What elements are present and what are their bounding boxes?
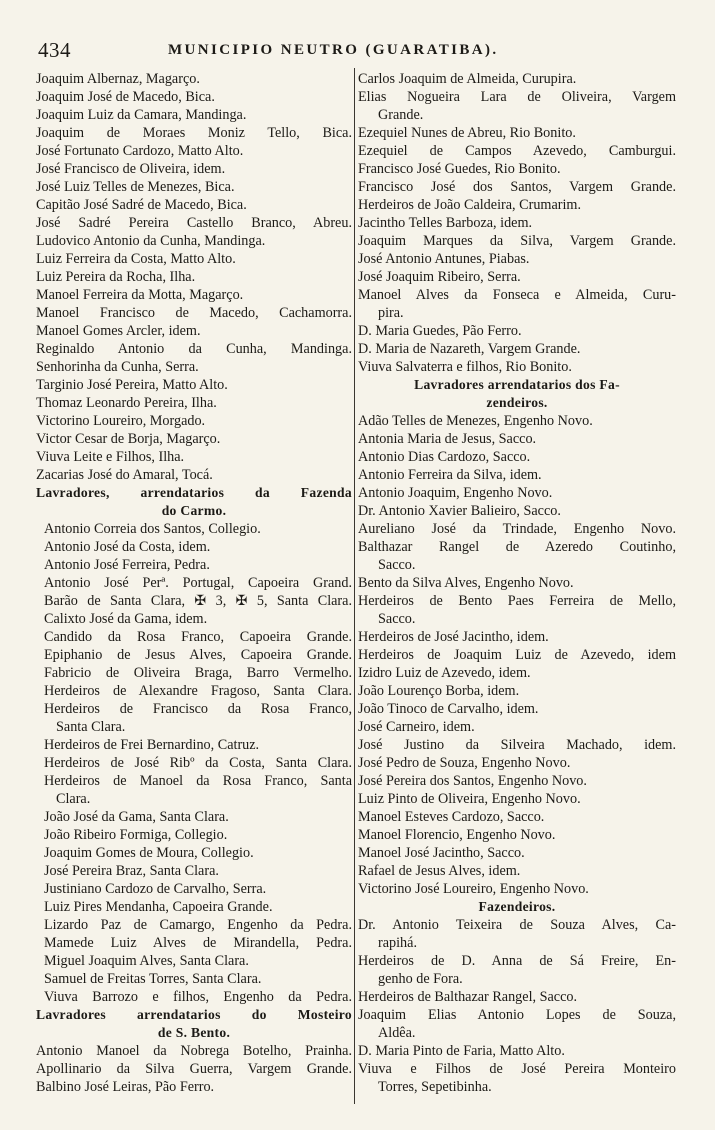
entry-line: Antonio Correia dos Santos, Collegio. [44, 521, 261, 537]
entry-line: Luiz Pereira da Rocha, Ilha. [36, 269, 196, 285]
section-heading: Fazendeiros. [478, 899, 556, 914]
entry-line: Miguel Joaquim Alves, Santa Clara. [44, 953, 249, 969]
entry-line: Viuva Leite e Filhos, Ilha. [36, 449, 185, 465]
entry-line: Balthazar Rangel de Azeredo Coutinho, [358, 539, 676, 555]
entry-line: João José da Gama, Santa Clara. [44, 809, 229, 825]
entry-line: Bento da Silva Alves, Engenho Novo. [358, 575, 574, 591]
entry-line: João Lourenço Borba, idem. [358, 683, 520, 699]
entry-line: João Ribeiro Formiga, Collegio. [44, 827, 228, 843]
entry-line: Lizardo Paz de Camargo, Engenho da Pedra. [44, 917, 352, 933]
entry-line: Francisco José Guedes, Rio Bonito. [358, 161, 561, 177]
entry-line: Manoel Alves da Fonseca e Almeida, Curu- [358, 287, 676, 303]
left-column [36, 70, 352, 1110]
entry-line: Antonio José da Costa, idem. [44, 539, 211, 555]
entry-line: Adão Telles de Menezes, Engenho Novo. [358, 413, 593, 429]
entry-line: Herdeiros de João Caldeira, Crumarim. [358, 197, 581, 213]
entry-line: José Fortunato Cardozo, Matto Alto. [36, 143, 244, 159]
page-title: MUNICIPIO NEUTRO (GUARATIBA). [168, 42, 499, 58]
section-heading: Lavradores arrendatarios do Mosteiro [36, 1007, 352, 1022]
section-heading: de S. Bento. [157, 1025, 231, 1040]
entry-line: Manoel Francisco de Macedo, Cachamorra. [36, 305, 352, 321]
entry-line: Joaquim Gomes de Moura, Collegio. [44, 845, 254, 861]
entry-continuation: Torres, Sepetibinha. [378, 1079, 492, 1095]
entry-line: Herdeiros de Francisco da Rosa Franco, [44, 701, 352, 717]
entry-line: José Justino da Silveira Machado, idem. [358, 737, 676, 753]
entry-line: Herdeiros de Frei Bernardino, Catruz. [44, 737, 260, 753]
entry-line: Thomaz Leonardo Pereira, Ilha. [36, 395, 217, 411]
entry-line: Antonia Maria de Jesus, Sacco. [358, 431, 537, 447]
entry-line: Herdeiros de Alexandre Fragoso, Santa Clara. [44, 683, 352, 699]
entry-line: Antonio José Ferreira, Pedra. [44, 557, 210, 573]
entry-line: Antonio Manoel da Nobrega Botelho, Prainha. [36, 1043, 352, 1059]
entry-line: Francisco José dos Santos, Vargem Grande. [358, 179, 676, 195]
entry-continuation: genho de Fora. [378, 971, 463, 987]
entry-line: José Antonio Antunes, Piabas. [358, 251, 530, 267]
entry-continuation: Clara. [56, 791, 91, 807]
entry-continuation: Grande. [378, 107, 424, 123]
entry-line: Viuva Salvaterra e filhos, Rio Bonito. [358, 359, 572, 375]
entry-line: Apollinario da Silva Guerra, Vargem Grande. [36, 1061, 352, 1077]
entry-line: José Pereira dos Santos, Engenho Novo. [358, 773, 587, 789]
entry-line: José Sadré Pereira Castello Branco, Abreu. [36, 215, 352, 231]
entry-line: Zacarias José do Amaral, Tocá. [36, 467, 213, 483]
page-number: 434 [38, 38, 71, 62]
entry-line: Herdeiros de José Jacintho, idem. [358, 629, 549, 645]
entry-line: Justiniano Cardozo de Carvalho, Serra. [44, 881, 267, 897]
right-column [358, 70, 676, 1110]
entry-line: Luiz Pinto de Oliveira, Engenho Novo. [358, 791, 581, 807]
entry-line: Balbino José Leiras, Pão Ferro. [36, 1079, 215, 1095]
entry-line: Manoel Ferreira da Motta, Magarço. [36, 287, 244, 303]
entry-continuation: Sacco. [378, 611, 416, 627]
entry-line: Reginaldo Antonio da Cunha, Mandinga. [36, 341, 352, 357]
entry-line: José Francisco de Oliveira, idem. [36, 161, 226, 177]
entry-line: Izidro Luiz de Azevedo, idem. [358, 665, 531, 681]
entry-line: Viuva Barrozo e filhos, Engenho da Pedra. [44, 989, 352, 1005]
column-divider [354, 68, 355, 1104]
entry-line: José Joaquim Ribeiro, Serra. [358, 269, 521, 285]
section-heading: do Carmo. [161, 503, 227, 518]
entry-line: Antonio Dias Cardozo, Sacco. [358, 449, 531, 465]
entry-line: Epiphanio de Jesus Alves, Capoeira Grande. [44, 647, 352, 663]
entry-line: Joaquim de Moraes Moniz Tello, Bica. [36, 125, 352, 141]
entry-line: José Luiz Telles de Menezes, Bica. [36, 179, 235, 195]
entry-line: Aureliano José da Trindade, Engenho Novo. [358, 521, 676, 537]
entry-line: Candido da Rosa Franco, Capoeira Grande. [44, 629, 352, 645]
entry-line: Mamede Luiz Alves de Mirandella, Pedra. [44, 935, 352, 951]
section-heading: Lavradores arrendatarios dos Fa- [414, 377, 620, 392]
entry-line: Antonio José Perª. Portugal, Capoeira Grand. [44, 575, 352, 591]
entry-line: Dr. Antonio Xavier Balieiro, Sacco. [358, 503, 561, 519]
entry-line: Herdeiros de Joaquim Luiz de Azevedo, idem [358, 647, 676, 663]
entry-line: Victorino Loureiro, Morgado. [36, 413, 206, 429]
entry-line: Capitão José Sadré de Macedo, Bica. [36, 197, 247, 213]
entry-line: Victor Cesar de Borja, Magarço. [36, 431, 221, 447]
entry-line: Luiz Pires Mendanha, Capoeira Grande. [44, 899, 273, 915]
entry-line: Joaquim Luiz da Camara, Mandinga. [36, 107, 247, 123]
entry-line: Viuva e Filhos de José Pereira Monteiro [358, 1061, 676, 1077]
entry-line: Herdeiros de Manoel da Rosa Franco, Santa [44, 773, 352, 789]
entry-line: Joaquim Marques da Silva, Vargem Grande. [358, 233, 676, 249]
entry-line: Targinio José Pereira, Matto Alto. [36, 377, 228, 393]
entry-line: Samuel de Freitas Torres, Santa Clara. [44, 971, 262, 987]
entry-line: Herdeiros de Bento Paes Ferreira de Mello, [358, 593, 676, 609]
entry-line: Fabricio de Oliveira Braga, Barro Vermelho. [44, 665, 352, 681]
entry-line: Ezequiel Nunes de Abreu, Rio Bonito. [358, 125, 576, 141]
entry-line: Luiz Ferreira da Costa, Matto Alto. [36, 251, 236, 267]
entry-line: João Tinoco de Carvalho, idem. [358, 701, 539, 717]
entry-line: José Pedro de Souza, Engenho Novo. [358, 755, 571, 771]
entry-line: Antonio Joaquim, Engenho Novo. [358, 485, 553, 501]
entry-continuation: Santa Clara. [56, 719, 126, 735]
section-heading: Lavradores, arrendatarios da Fazenda [36, 485, 352, 500]
entry-line: D. Maria Guedes, Pão Ferro. [358, 323, 522, 339]
entry-continuation: Aldêa. [378, 1025, 416, 1041]
entry-line: Barão de Santa Clara, ✠ 3, ✠ 5, Santa Clara. [44, 593, 352, 609]
entry-line: José Pereira Braz, Santa Clara. [44, 863, 219, 879]
entry-line: Dr. Antonio Teixeira de Souza Alves, Ca- [358, 917, 676, 933]
entry-line: Manoel José Jacintho, Sacco. [358, 845, 525, 861]
entry-line: Rafael de Jesus Alves, idem. [358, 863, 521, 879]
entry-line: Manoel Gomes Arcler, idem. [36, 323, 201, 339]
entry-continuation: pira. [378, 305, 404, 321]
entry-line: José Carneiro, idem. [358, 719, 475, 735]
entry-line: Herdeiros de D. Anna de Sá Freire, En- [358, 953, 676, 969]
entry-line: Carlos Joaquim de Almeida, Curupira. [358, 71, 577, 87]
entry-line: Jacintho Telles Barboza, idem. [358, 215, 533, 231]
running-header [38, 38, 678, 62]
entry-line: Joaquim Elias Antonio Lopes de Souza, [358, 1007, 676, 1023]
entry-line: Herdeiros de Balthazar Rangel, Sacco. [358, 989, 578, 1005]
entry-line: Victorino José Loureiro, Engenho Novo. [358, 881, 589, 897]
section-heading: zendeiros. [486, 395, 548, 410]
entry-continuation: Sacco. [378, 557, 416, 573]
entry-line: D. Maria de Nazareth, Vargem Grande. [358, 341, 581, 357]
entry-line: Ludovico Antonio da Cunha, Mandinga. [36, 233, 266, 249]
entry-line: Elias Nogueira Lara de Oliveira, Vargem [358, 89, 676, 105]
entry-line: Antonio Ferreira da Silva, idem. [358, 467, 542, 483]
entry-line: Joaquim José de Macedo, Bica. [36, 89, 215, 105]
entry-line: Senhorinha da Cunha, Serra. [36, 359, 199, 375]
entry-line: D. Maria Pinto de Faria, Matto Alto. [358, 1043, 565, 1059]
entry-continuation: rapihá. [378, 935, 417, 951]
entry-line: Joaquim Albernaz, Magarço. [36, 71, 200, 87]
entry-line: Ezequiel de Campos Azevedo, Camburgui. [358, 143, 676, 159]
entry-line: Manoel Florencio, Engenho Novo. [358, 827, 556, 843]
entry-line: Manoel Esteves Cardozo, Sacco. [358, 809, 545, 825]
entry-line: Calixto José da Gama, idem. [44, 611, 208, 627]
entry-line: Herdeiros de José Ribº da Costa, Santa Clara. [44, 755, 352, 771]
